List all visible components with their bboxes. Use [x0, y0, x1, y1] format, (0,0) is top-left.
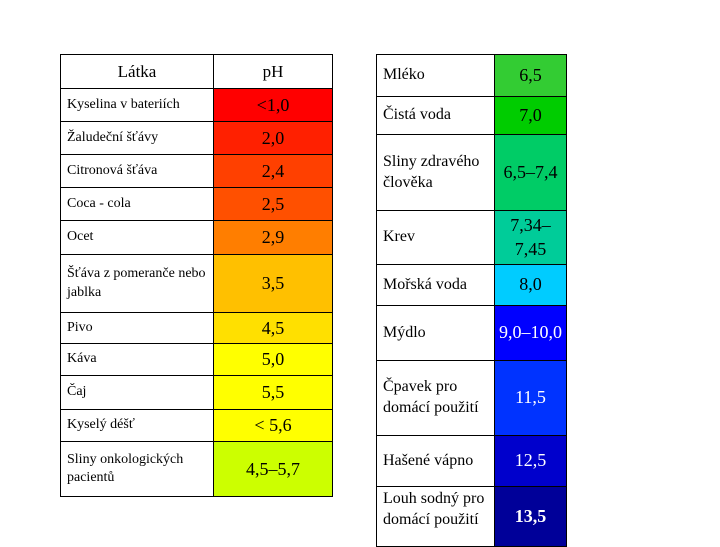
table-row	[377, 265, 567, 306]
table-row	[377, 306, 567, 361]
table-row	[377, 361, 567, 436]
substance-name: Pivo	[61, 313, 214, 344]
ph-value: 9,0–10,0	[495, 306, 567, 361]
ph-value: 11,5	[495, 361, 567, 436]
ph-value: 3,5	[214, 255, 333, 313]
table-row	[61, 344, 333, 376]
table-row	[377, 135, 567, 211]
substance-name: Louh sodný pro domácí použití	[377, 487, 495, 547]
table-row	[61, 313, 333, 344]
substance-name: Mýdlo	[377, 306, 495, 361]
table-row	[377, 211, 567, 265]
table-row	[377, 487, 567, 547]
table-row	[61, 410, 333, 442]
table-row	[61, 376, 333, 410]
substance-name: Ocet	[61, 221, 214, 255]
ph-value: 5,0	[214, 344, 333, 376]
table-row	[61, 221, 333, 255]
substance-name: Čpavek pro domácí použití	[377, 361, 495, 436]
ph-value: 4,5–5,7	[214, 442, 333, 497]
ph-value: 6,5–7,4	[495, 135, 567, 211]
substance-column-header: Látka	[61, 55, 214, 89]
substance-name: Čaj	[61, 376, 214, 410]
table-header-row	[61, 55, 333, 89]
substance-name: Šťáva z pomeranče nebo jablka	[61, 255, 214, 313]
acid-ph-table	[60, 54, 333, 497]
ph-value: 2,4	[214, 155, 333, 188]
ph-value: <1,0	[214, 89, 333, 122]
table-row	[61, 155, 333, 188]
ph-value: 7,0	[495, 97, 567, 135]
substance-name: Sliny zdravého člověka	[377, 135, 495, 211]
substance-name: Mořská voda	[377, 265, 495, 306]
table-row	[377, 55, 567, 97]
substance-name: Citronová šťáva	[61, 155, 214, 188]
base-ph-table	[376, 54, 567, 547]
table-row	[61, 188, 333, 221]
ph-value: 2,5	[214, 188, 333, 221]
table-row	[61, 122, 333, 155]
ph-value: 8,0	[495, 265, 567, 306]
substance-name: Čistá voda	[377, 97, 495, 135]
substance-name: Kyselý déšť	[61, 410, 214, 442]
ph-value: < 5,6	[214, 410, 333, 442]
table-row	[61, 442, 333, 497]
ph-value: 13,5	[495, 487, 567, 547]
table-row	[377, 436, 567, 487]
substance-name: Žaludeční šťávy	[61, 122, 214, 155]
ph-value: 2,0	[214, 122, 333, 155]
substance-name: Mléko	[377, 55, 495, 97]
substance-name: Hašené vápno	[377, 436, 495, 487]
substance-name: Coca - cola	[61, 188, 214, 221]
substance-name: Kyselina v bateriích	[61, 89, 214, 122]
ph-value: 5,5	[214, 376, 333, 410]
ph-value: 4,5	[214, 313, 333, 344]
ph-value: 7,34–7,45	[495, 211, 567, 265]
table-row	[377, 97, 567, 135]
table-row	[61, 89, 333, 122]
ph-value: 12,5	[495, 436, 567, 487]
table-row	[61, 255, 333, 313]
ph-column-header: pH	[214, 55, 333, 89]
substance-name: Krev	[377, 211, 495, 265]
substance-name: Sliny onkologických pacientů	[61, 442, 214, 497]
ph-value: 2,9	[214, 221, 333, 255]
ph-value: 6,5	[495, 55, 567, 97]
substance-name: Káva	[61, 344, 214, 376]
